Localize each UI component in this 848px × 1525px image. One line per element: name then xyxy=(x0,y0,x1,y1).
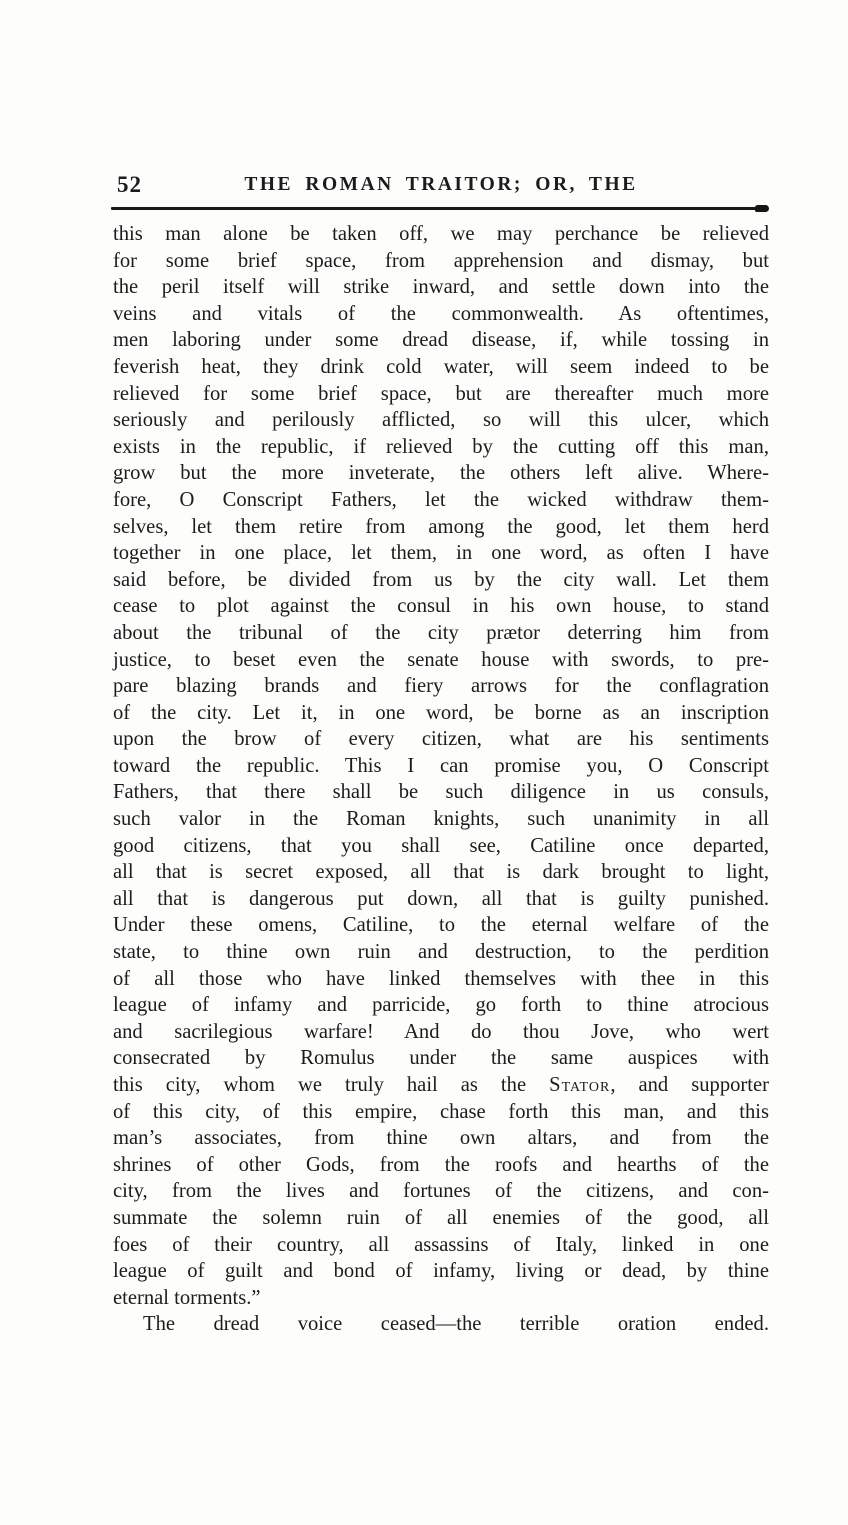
text-line: upon the brow of every citizen, what are his sentiments xyxy=(113,728,769,751)
text-line: exists in the republic, if relieved by the cutting off this man, xyxy=(113,435,769,458)
text-segment: this city, whom we truly hail as the xyxy=(113,1074,550,1096)
text-line: The dread voice ceased—the terrible oration ended. xyxy=(143,1313,769,1336)
text-line: seriously and perilously afflicted, so will this ulcer, which xyxy=(113,409,769,432)
text-line: league of infamy and parricide, go forth to thine atrocious xyxy=(113,994,769,1017)
text-line: consecrated by Romulus under the same auspices with xyxy=(113,1047,769,1070)
text-line: eternal torments.” xyxy=(113,1286,261,1309)
text-line xyxy=(113,1072,769,1099)
text-line: veins and vitals of the commonwealth. As oftentimes, xyxy=(113,302,769,325)
text-line: of the city. Let it, in one word, be borne as an inscription xyxy=(113,701,769,724)
text-line: shrines of other Gods, from the roofs and hearths of the xyxy=(113,1153,769,1176)
text-line: city, from the lives and fortunes of the citizens, and con- xyxy=(113,1180,769,1203)
text-line: for some brief space, from apprehension and dismay, but xyxy=(113,249,769,272)
text-line: state, to thine own ruin and destruction, to the perdition xyxy=(113,941,769,964)
running-title: THE ROMAN TRAITOR; OR, THE xyxy=(244,174,638,195)
text-line: relieved for some brief space, but are thereafter much more xyxy=(113,382,769,405)
text-line: Under these omens, Catiline, to the eternal welfare of the xyxy=(113,914,769,937)
text-line: foes of their country, all assassins of Italy, linked in one xyxy=(113,1233,769,1256)
text-line: about the tribunal of the city prætor deterring him from xyxy=(113,621,769,644)
header-rule xyxy=(111,207,767,210)
text-line: all that is dangerous put down, all that is guilty punished. xyxy=(113,887,769,910)
text-line: of this city, of this empire, chase forth this man, and this xyxy=(113,1100,769,1123)
text-line: of all those who have linked themselves with thee in this xyxy=(113,967,769,990)
text-line: summate the solemn ruin of all enemies of the good, all xyxy=(113,1206,769,1229)
page-header xyxy=(113,172,769,202)
text-line: good citizens, that you shall see, Catiline once departed, xyxy=(113,834,769,857)
text-line: toward the republic. This I can promise you, O Conscript xyxy=(113,754,769,777)
text-segment: , and supporter xyxy=(610,1074,769,1096)
text-line: together in one place, let them, in one word, as often I have xyxy=(113,542,769,565)
text-line: pare blazing brands and fiery arrows for the conflagration xyxy=(113,675,769,698)
text-line: selves, let them retire from among the good, let them herd xyxy=(113,515,769,538)
text-line: fore, O Conscript Fathers, let the wicked withdraw them- xyxy=(113,488,769,511)
text-line: all that is secret exposed, all that is dark brought to light, xyxy=(113,861,769,884)
smallcaps-word: Stator xyxy=(549,1074,611,1096)
text-line: feverish heat, they drink cold water, will seem indeed to be xyxy=(113,355,769,378)
text-line: this man alone be taken off, we may perchance be relieved xyxy=(113,223,769,245)
text-line: such valor in the Roman knights, such unanimity in all xyxy=(113,808,769,831)
text-line: men laboring under some dread disease, if, while tossing in xyxy=(113,329,769,352)
page-number: 52 xyxy=(117,172,142,197)
text-line: league of guilt and bond of infamy, living or dead, by thine xyxy=(113,1260,769,1283)
text-line: justice, to beset even the senate house with swords, to pre- xyxy=(113,648,769,671)
text-line: cease to plot against the consul in his own house, to stand xyxy=(113,595,769,618)
text-line: said before, be divided from us by the city wall. Let them xyxy=(113,568,769,591)
body-text xyxy=(113,221,769,1338)
text-line: and sacrilegious warfare! And do thou Jove, who wert xyxy=(113,1020,769,1043)
text-line: grow but the more inveterate, the others left alive. Where- xyxy=(113,462,769,485)
text-line: Fathers, that there shall be such diligence in us consuls, xyxy=(113,781,769,804)
text-line: the peril itself will strike inward, and settle down into the xyxy=(113,276,769,299)
text-line: man’s associates, from thine own altars, and from the xyxy=(113,1127,769,1150)
